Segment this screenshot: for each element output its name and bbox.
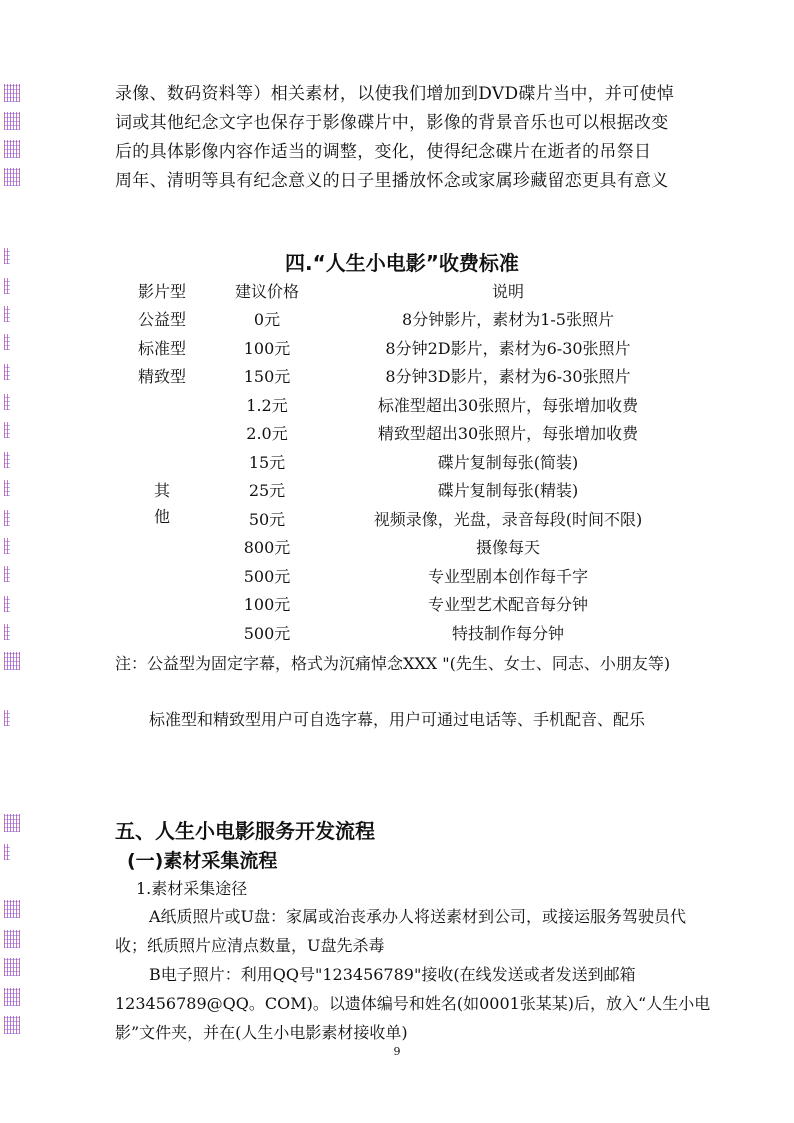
row-type: 精致型 <box>137 367 186 387</box>
table-row <box>118 590 688 619</box>
other-label-char-1: 其 <box>153 481 170 500</box>
intro-line-4: 周年、清明等具有纪念意义的日子里播放怀念或家属珍藏留恋更具有意义 <box>115 171 669 191</box>
other-label-cell <box>118 476 206 533</box>
margin-mark <box>4 278 10 294</box>
row-type-empty <box>118 533 206 562</box>
note-fixed-captions: 注：公益型为固定字幕，格式为沉痛悼念XXX "(先生、女士、同志、小朋友等) <box>115 654 671 673</box>
table-row <box>118 476 688 505</box>
margin-mark <box>4 710 10 726</box>
row-price: 100元 <box>243 595 291 615</box>
margin-mark <box>4 334 10 350</box>
subsection-material-collection: (一)素材采集流程 <box>127 850 278 872</box>
row-description: 8分钟2D影片，素材为6-30张照片 <box>385 338 631 358</box>
margin-mark <box>4 364 10 380</box>
margin-mark <box>4 566 10 582</box>
table-row <box>118 305 688 334</box>
margin-mark <box>4 814 20 832</box>
page-number: 9 <box>393 1045 401 1058</box>
row-price: 1.2元 <box>246 395 288 415</box>
row-price: 2.0元 <box>246 424 288 444</box>
margin-mark <box>4 900 20 918</box>
row-price: 100元 <box>243 338 291 358</box>
margin-mark <box>4 248 10 264</box>
row-price: 500元 <box>243 623 291 643</box>
fee-table <box>118 276 688 647</box>
margin-mark <box>4 84 20 102</box>
row-price: 25元 <box>248 481 286 501</box>
header-film-type: 影片型 <box>137 281 186 301</box>
row-description: 8分钟影片，素材为1-5张照片 <box>402 310 614 330</box>
row-price: 500元 <box>243 566 291 586</box>
margin-mark <box>4 112 20 130</box>
margin-mark <box>4 480 10 496</box>
header-description: 说明 <box>491 281 524 301</box>
margin-mark <box>4 306 10 322</box>
row-description: 专业型剧本创作每千字 <box>427 566 588 586</box>
margin-mark <box>4 140 20 158</box>
margin-scan-artifacts <box>2 80 22 1060</box>
row-type-empty <box>118 561 206 590</box>
row-price: 15元 <box>248 452 286 472</box>
row-price: 50元 <box>248 509 286 529</box>
row-type-empty <box>118 447 206 476</box>
paragraph-paper-photos: A纸质照片或U盘：家属或治丧承办人将送素材到公司，或接运服务驾驶员代收；纸质照片应清点数量，U盘先杀毒 <box>115 907 687 955</box>
table-row <box>118 561 688 590</box>
row-type: 公益型 <box>137 310 186 330</box>
margin-mark <box>4 844 10 860</box>
row-description: 专业型艺术配音每分钟 <box>427 595 588 615</box>
fee-table-header <box>118 276 688 305</box>
margin-mark <box>4 510 10 526</box>
paragraph-electronic-photos: B电子照片：利用QQ号"123456789"接收(在线发送或者发送到邮箱123456789@QQ。COM)。以遗体编号和姓名(如0001张某某)后，放入“人生小电影”文件夹，并在(人生小电影素材接收单) <box>115 965 711 1042</box>
row-description: 精致型超出30张照片，每张增加收费 <box>377 424 639 444</box>
margin-mark <box>4 422 10 438</box>
margin-mark <box>4 168 20 186</box>
margin-mark <box>4 452 10 468</box>
margin-mark <box>4 538 10 554</box>
intro-line-2: 词或其他纪念文字也保存于影像碟片中，影像的背景音乐也可以根据改变 <box>115 113 669 133</box>
row-price: 0元 <box>253 310 281 330</box>
row-type-empty <box>118 618 206 647</box>
table-row <box>118 447 688 476</box>
table-row <box>118 333 688 362</box>
margin-mark <box>4 1016 20 1034</box>
intro-line-1: 录像、数码资料等）相关素材，以使我们增加到DVD碟片当中，并可使悼 <box>115 84 675 104</box>
margin-mark <box>4 394 10 410</box>
subsection-collection-channels: 1.素材采集途径 <box>136 879 248 898</box>
row-type-empty <box>118 590 206 619</box>
section-4-title: 四.“人生小电影”收费标准 <box>285 251 519 275</box>
margin-mark <box>4 652 20 670</box>
intro-line-3: 后的具体影像内容作适当的调整，变化，使得纪念碟片在逝者的吊祭日 <box>115 142 652 162</box>
row-description: 8分钟3D影片，素材为6-30张照片 <box>385 367 631 387</box>
margin-mark <box>4 596 10 612</box>
row-description: 视频录像，光盘，录音每段(时间不限) <box>373 509 643 529</box>
table-row <box>118 533 688 562</box>
header-price: 建议价格 <box>234 281 299 301</box>
row-description: 碟片复制每张(精装) <box>437 481 579 501</box>
margin-mark <box>4 930 20 948</box>
row-price: 150元 <box>243 367 291 387</box>
row-description: 碟片复制每张(简装) <box>437 452 579 472</box>
row-type: 标准型 <box>137 338 186 358</box>
row-type-empty <box>118 390 206 419</box>
table-row <box>118 362 688 391</box>
section-5-title: 五、人生小电影服务开发流程 <box>115 819 375 843</box>
row-price: 800元 <box>243 538 291 558</box>
table-row <box>118 419 688 448</box>
table-row <box>118 618 688 647</box>
row-description: 摄像每天 <box>475 538 540 558</box>
other-label-char-2: 他 <box>153 507 170 526</box>
row-type-empty <box>118 419 206 448</box>
margin-mark <box>4 958 20 976</box>
margin-mark <box>4 624 10 640</box>
row-description: 特技制作每分钟 <box>451 623 564 643</box>
row-description: 标准型超出30张照片，每张增加收费 <box>377 395 639 415</box>
note-custom-captions: 标准型和精致型用户可自选字幕，用户可通过电话等、手机配音、配乐 <box>149 710 646 729</box>
margin-mark <box>4 988 20 1006</box>
table-row <box>118 390 688 419</box>
